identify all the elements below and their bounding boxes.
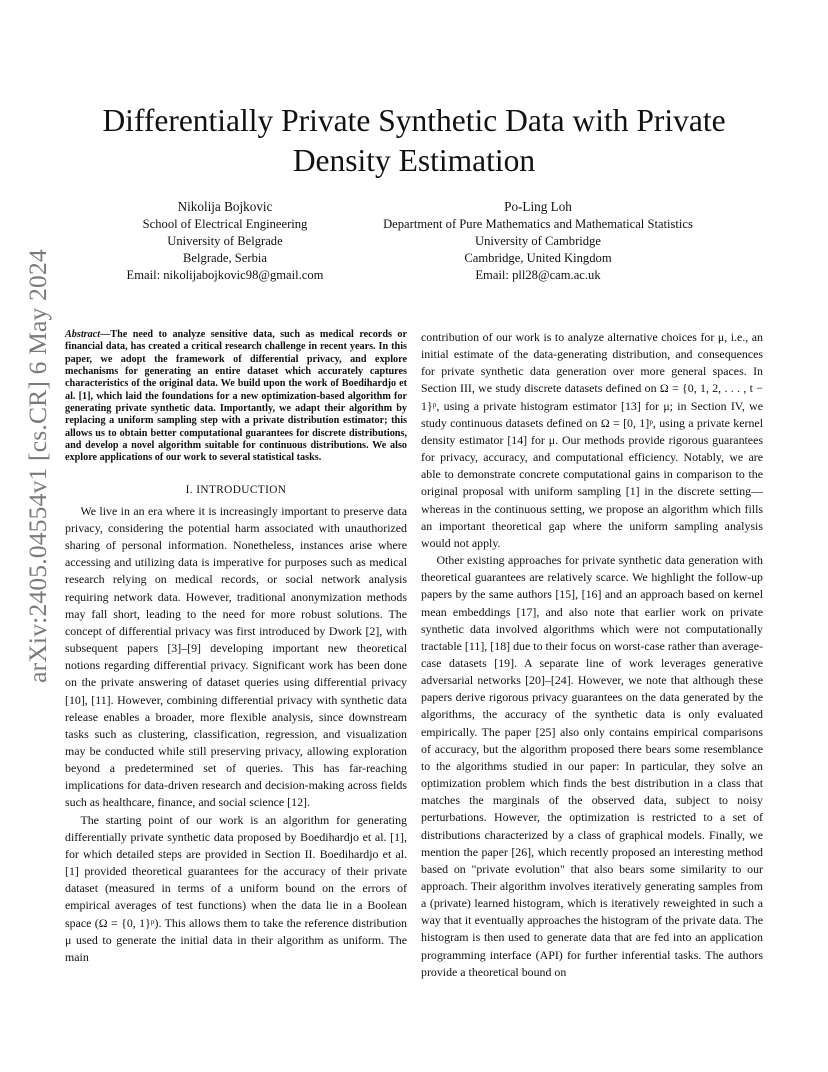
author-location: Cambridge, United Kingdom [464, 251, 612, 266]
paper-title: Differentially Private Synthetic Data with Private Density Estimation [102, 103, 726, 178]
abstract [65, 329, 407, 465]
body-paragraph: Other existing approaches for private synthetic data generation with theoretical guarantees are relatively scarce. We highlight the follow-up papers by the same authors [15], [16] and an approach based on kernel mean embeddings [17], and also note that earlier work on private synthetic data involved algorithms which were not computationally tractable [11], [18] due to their focus on worst-case rather than average-case datasets [19]. A separate line of work leverages generative adversarial networks [20]–[24]. However, we note that although these papers derive rigorous privacy guarantees on the data generated by the algorithms, the accuracy of the synthetic data is only evaluated empirically. The paper [25] also only contains empirical comparisons of accuracy, but the algorithm proposed there bears some resemblance to the algorithms studied in our paper: In particular, they solve an optimization problem which finds the best distribution in a class that matches the marginals of the observed data, subject to noisy perturbations. However, the optimization is restricted to a set of distributions characterized by a class of graphical models. Finally, we mention the paper [26], which recently proposed an interesting method based on "private evolution" that also bears some similarity to our approach. Their algorithm involves iteratively generating samples from a (private) learned histogram, which is iteratively reweighted in such a way that it eventually approaches the histogram of the private data. The histogram is then used to generate data that are fed into an application programming interface (API) for further inferential tasks. The authors provide a theoretical bound on [421, 553, 763, 979]
arxiv-identifier[interactable]: arXiv:2405.04554v1 [cs.CR] 6 May 2024 [23, 249, 52, 683]
author-block [356, 198, 720, 284]
body-paragraph: contribution of our work is to analyze alternative choices for μ, i.e., an initial estimate of the data-generating distribution, and consequences for private synthetic data generation over more general spaces. In Section III, we study discrete datasets defined on Ω = {0, 1, 2, . . . , t − 1}ᵖ, using a private histogram estimator [13] for μ; in Section IV, we study continuous datasets defined on Ω = [0, 1]ᵖ, using a private kernel density estimator [14] for μ. Our methods provide rigorous guarantees for privacy, accuracy, and computational efficiency. Notably, we are able to demonstrate concrete computational gains in comparison to the original proposal with uniform sampling [1] in the discrete setting—whereas in the continuous setting, we propose an algorithm which fills an important theoretical gap where the uniform sampling analysis would not apply. [421, 330, 763, 550]
author-location: Belgrade, Serbia [183, 251, 267, 266]
abstract-text: —The need to analyze sensitive data, such as medical records or financial data, has created a critical research challenge in recent years. In this paper, we adopt the framework of differential privacy, and explore mechanisms for generating an entire dataset which accurately captures characteristics of the original data. We build upon the work of Boedihardjo et al. [1], which laid the foundations for a new optimization-based algorithm for generating private synthetic data. Importantly, we adapt their algorithm by replacing a uniform sampling step with a private distribution estimator; this allows us to obtain better computational guarantees for discrete distributions, and develop a novel algorithm suitable for continuous distributions. We also explore applications of our work to several statistical tasks. [65, 329, 407, 464]
author-organization: University of Belgrade [167, 234, 283, 249]
author-department: Department of Pure Mathematics and Mathematical Statistics [383, 217, 693, 232]
author-name: Po-Ling Loh [504, 199, 572, 214]
author-block [105, 198, 345, 284]
author-organization: University of Cambridge [475, 234, 601, 249]
author-email[interactable]: Email: nikolijabojkovic98@gmail.com [126, 268, 324, 283]
section-heading: I. INTRODUCTION [185, 483, 287, 496]
author-department: School of Electrical Engineering [142, 217, 308, 232]
body-paragraph: We live in an era where it is increasingly important to preserve data privacy, considering the potential harm associated with unauthorized sharing of personal information. Nonetheless, instances arise where accessing and utilizing data is imperative for purposes such as medical research relying on medical records, or social network analysis requiring network data. However, traditional anonymization methods may fall short, leading to the need for more robust solutions. The concept of differential privacy was first introduced by Dwork [2], with subsequent papers [3]–[9] developing important new theoretical notions regarding differential privacy. Significant work has been done on the private answering of dataset queries using differential privacy [10], [11]. However, combining differential privacy with synthetic data release enables a broader, more flexible analysis, since downstream tasks such as clustering, classification, regression, and visualization may be conducted while still preserving privacy, allowing exploration beyond a predetermined set of queries. This has far-reaching implications for data-driven research and decision-making across fields such as healthcare, finance, and social science [12]. [65, 503, 407, 810]
right-column [421, 329, 763, 981]
author-email[interactable]: Email: pll28@cam.ac.uk [475, 268, 601, 283]
abstract-label: Abstract [65, 329, 101, 340]
left-column [65, 329, 407, 966]
body-paragraph: The starting point of our work is an algorithm for generating differentially private synthetic data proposed by Boedihardjo et al. [1], for which detailed steps are provided in Section II. Boedihardjo et al. [1] provided theoretical guarantees for the accuracy of their private dataset (measured in terms of a uniform bound on the errors of empirical averages of test functions) when the data lie in a Boolean space (Ω = {0, 1}ᵖ). This allows them to take the reference distribution μ used to generate the initial data in their algorithm as uniform. The main [65, 812, 407, 964]
arxiv-sidebar [18, 249, 58, 683]
author-name: Nikolija Bojkovic [177, 199, 273, 214]
